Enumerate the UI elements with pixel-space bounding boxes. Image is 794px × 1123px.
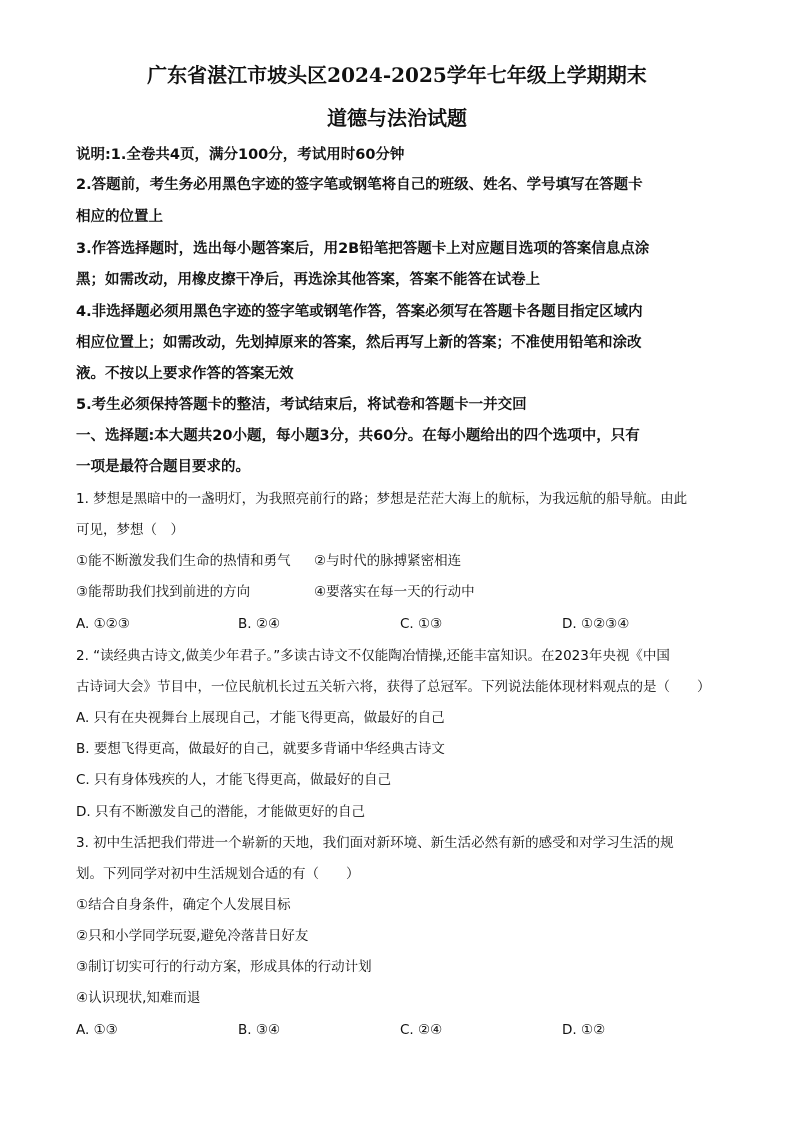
question-2-option-a: A. 只有在央视舞台上展现自己，才能飞得更高，做最好的自己 xyxy=(76,710,445,726)
question-3-statement: ②只和小学同学玩耍,避免冷落昔日好友 xyxy=(76,928,309,944)
question-1-statement: ④要落实在每一天的行动中 xyxy=(314,584,475,600)
question-3-option-c: C. ②④ xyxy=(400,1022,443,1038)
instruction-line: 2.答题前，考生务必用黑色字迹的签字笔或钢笔将自己的班级、姓名、学号填写在答题卡 xyxy=(76,177,643,193)
question-2-stem: 古诗词大会》节目中，一位民航机长过五关斩六将，获得了总冠军。下列说法能体现材料观点的是（ ） xyxy=(76,679,711,695)
question-2-option-d: D. 只有不断激发自己的潜能，才能做更好的自己 xyxy=(76,804,365,820)
exam-subtitle: 道德与法治试题 xyxy=(327,106,467,130)
instruction-line: 4.非选择题必须用黑色字迹的签字笔或钢笔作答，答案必须写在答题卡各题目指定区域内 xyxy=(76,304,643,320)
instruction-line: 说明:1.全卷共4页，满分100分，考试用时60分钟 xyxy=(76,147,405,163)
question-1-statement: ②与时代的脉搏紧密相连 xyxy=(314,553,462,569)
question-3-option-d: D. ①② xyxy=(562,1022,606,1038)
question-1-statement: ③能帮助我们找到前进的方向 xyxy=(76,584,251,600)
instruction-line: 黑；如需改动，用橡皮擦干净后，再选涂其他答案，答案不能答在试卷上 xyxy=(76,272,540,288)
question-3-statement: ④认识现状,知难而退 xyxy=(76,990,201,1006)
question-2-option-b: B. 要想飞得更高，做最好的自己，就要多背诵中华经典古诗文 xyxy=(76,741,445,757)
question-3-statement: ③制订切实可行的行动方案，形成具体的行动计划 xyxy=(76,959,372,975)
question-2-stem: 2. “读经典古诗文,做美少年君子。”多读古诗文不仅能陶冶情操,还能丰富知识。在2023年央视《中国 xyxy=(76,648,670,664)
instruction-line: 相应位置上；如需改动，先划掉原来的答案，然后再写上新的答案；不准使用铅笔和涂改 xyxy=(76,335,642,351)
question-1-option-c: C. ①③ xyxy=(400,616,443,632)
question-1-option-b: B. ②④ xyxy=(238,616,281,632)
section-heading: 一项是最符合题目要求的。 xyxy=(76,459,250,475)
question-3-stem: 3. 初中生活把我们带进一个崭新的天地，我们面对新环境、新生活必然有新的感受和对学习生活的规 xyxy=(76,835,674,851)
question-3-option-b: B. ③④ xyxy=(238,1022,281,1038)
question-2-option-c: C. 只有身体残疾的人，才能飞得更高，做最好的自己 xyxy=(76,772,392,788)
question-3-stem: 划。下列同学对初中生活规划合适的有（ ） xyxy=(76,866,360,882)
question-1-option-d: D. ①②③④ xyxy=(562,616,630,632)
question-1-stem: 1. 梦想是黑暗中的一盏明灯，为我照亮前行的路；梦想是茫茫大海上的航标，为我远航的船导航。由此 xyxy=(76,491,688,507)
question-3-option-a: A. ①③ xyxy=(76,1022,118,1038)
instruction-line: 3.作答选择题时，选出每小题答案后，用2B铅笔把答题卡上对应题目选项的答案信息点涂 xyxy=(76,241,650,257)
question-3-statement: ①结合自身条件，确定个人发展目标 xyxy=(76,897,291,913)
question-1-statement: ①能不断激发我们生命的热情和勇气 xyxy=(76,553,291,569)
exam-title: 广东省湛江市坡头区2024-2025学年七年级上学期期末 xyxy=(147,63,647,87)
instruction-line: 5.考生必须保持答题卡的整洁，考试结束后，将试卷和答题卡一并交回 xyxy=(76,397,527,413)
instruction-line: 相应的位置上 xyxy=(76,209,163,225)
question-1-option-a: A. ①②③ xyxy=(76,616,130,632)
section-heading: 一、选择题:本大题共20小题，每小题3分，共60分。在每小题给出的四个选项中，只有 xyxy=(76,428,640,444)
instruction-line: 液。不按以上要求作答的答案无效 xyxy=(76,366,294,382)
question-1-stem: 可见，梦想（ ） xyxy=(76,522,184,538)
